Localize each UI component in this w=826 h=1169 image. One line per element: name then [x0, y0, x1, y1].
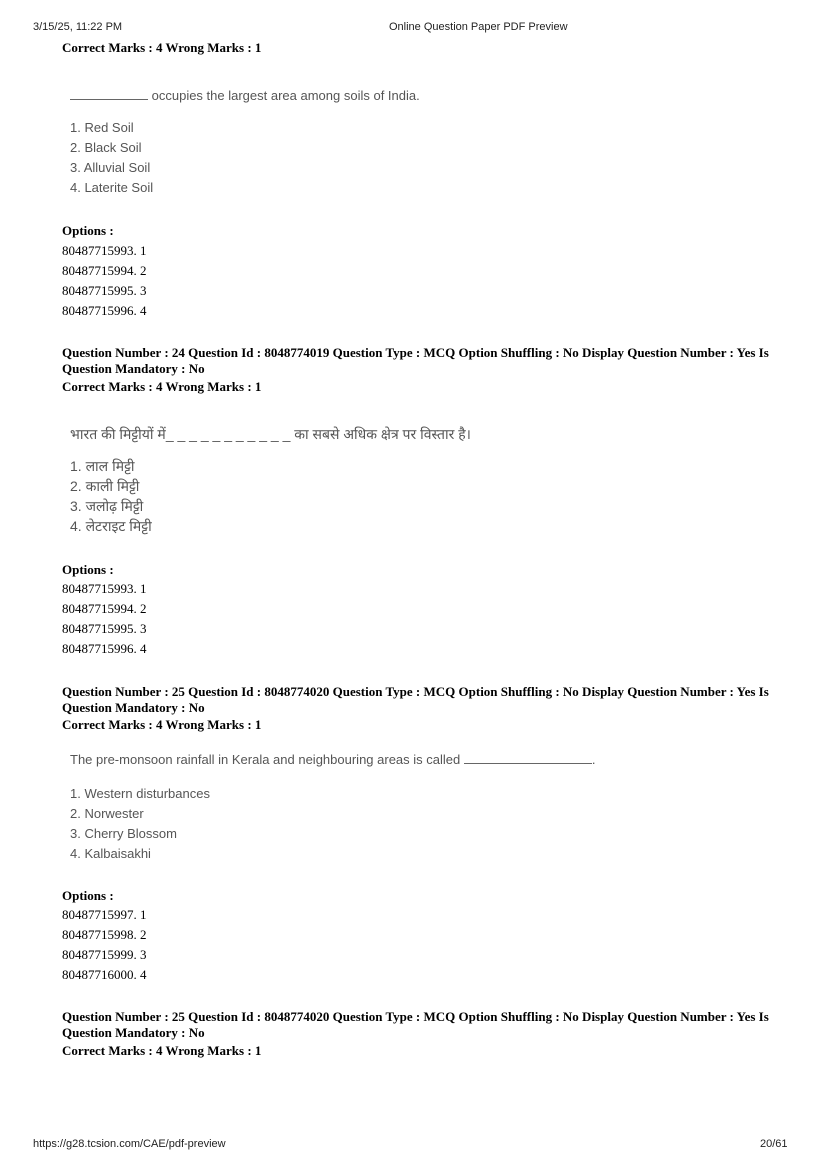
print-datetime: 3/15/25, 11:22 PM [33, 21, 123, 33]
question-option: 4. लेटराइट मिट्टी [70, 518, 152, 534]
option-id: 80487715996. 4 [62, 303, 147, 318]
page-number: 20/61 [760, 1138, 788, 1150]
question-option: 1. लाल मिट्टी [70, 458, 135, 474]
question-stem: The pre-monsoon rainfall in Kerala and neighbouring areas is called . [70, 752, 596, 767]
option-id: 80487715994. 2 [62, 263, 147, 278]
option-id: 80487715995. 3 [62, 283, 147, 298]
page-url: https://g28.tcsion.com/CAE/pdf-preview [33, 1138, 226, 1150]
question-stem: भारत की मिट्टीयों में_ _ _ _ _ _ _ _ _ _ _ का सबसे अधिक क्षेत्र पर विस्तार है। [70, 426, 471, 442]
question-meta: Question Number : 25 Question Id : 8048774020 Question Type : MCQ Option Shuffling : No Display Question Number : Yes Is Question Mandatory : No [62, 684, 769, 715]
question-image [70, 86, 420, 198]
question-option: 2. Norwester [70, 806, 144, 821]
option-id: 80487715994. 2 [62, 601, 147, 616]
question-option: 1. Red Soil [70, 120, 134, 135]
question-image [70, 750, 596, 864]
options-label: Options : [62, 888, 114, 903]
option-id: 80487715996. 4 [62, 641, 147, 656]
marks-line: Correct Marks : 4 Wrong Marks : 1 [62, 40, 262, 55]
question-option: 4. Kalbaisakhi [70, 846, 151, 861]
question-meta: Question Number : 24 Question Id : 8048774019 Question Type : MCQ Option Shuffling : No Display Question Number : Yes Is Question Mandatory : No [62, 345, 769, 376]
question-option: 3. Cherry Blossom [70, 826, 177, 841]
question-image [70, 424, 471, 536]
question-option: 3. Alluvial Soil [70, 160, 151, 175]
question-option: 1. Western disturbances [70, 786, 210, 801]
marks-line: Correct Marks : 4 Wrong Marks : 1 [62, 379, 262, 394]
question-meta: Question Number : 25 Question Id : 8048774020 Question Type : MCQ Option Shuffling : No Display Question Number : Yes Is Question Mandatory : No [62, 1009, 769, 1040]
question-option: 2. काली मिट्टी [70, 478, 140, 494]
option-id: 80487715998. 2 [62, 927, 147, 942]
marks-line: Correct Marks : 4 Wrong Marks : 1 [62, 1043, 262, 1058]
option-id: 80487715997. 1 [62, 907, 147, 922]
marks-line: Correct Marks : 4 Wrong Marks : 1 [62, 717, 262, 732]
options-label: Options : [62, 562, 114, 577]
option-id: 80487715993. 1 [62, 243, 147, 258]
question-option: 4. Laterite Soil [70, 180, 154, 195]
print-title: Online Question Paper PDF Preview [389, 21, 568, 33]
question-option: 3. जलोढ़ मिट्टी [70, 498, 144, 514]
question-option: 2. Black Soil [70, 140, 142, 155]
option-id: 80487715999. 3 [62, 947, 147, 962]
options-label: Options : [62, 223, 114, 238]
option-id: 80487716000. 4 [62, 967, 147, 982]
option-id: 80487715993. 1 [62, 581, 147, 596]
option-id: 80487715995. 3 [62, 621, 147, 636]
question-stem: occupies the largest area among soils of India. [70, 86, 420, 106]
